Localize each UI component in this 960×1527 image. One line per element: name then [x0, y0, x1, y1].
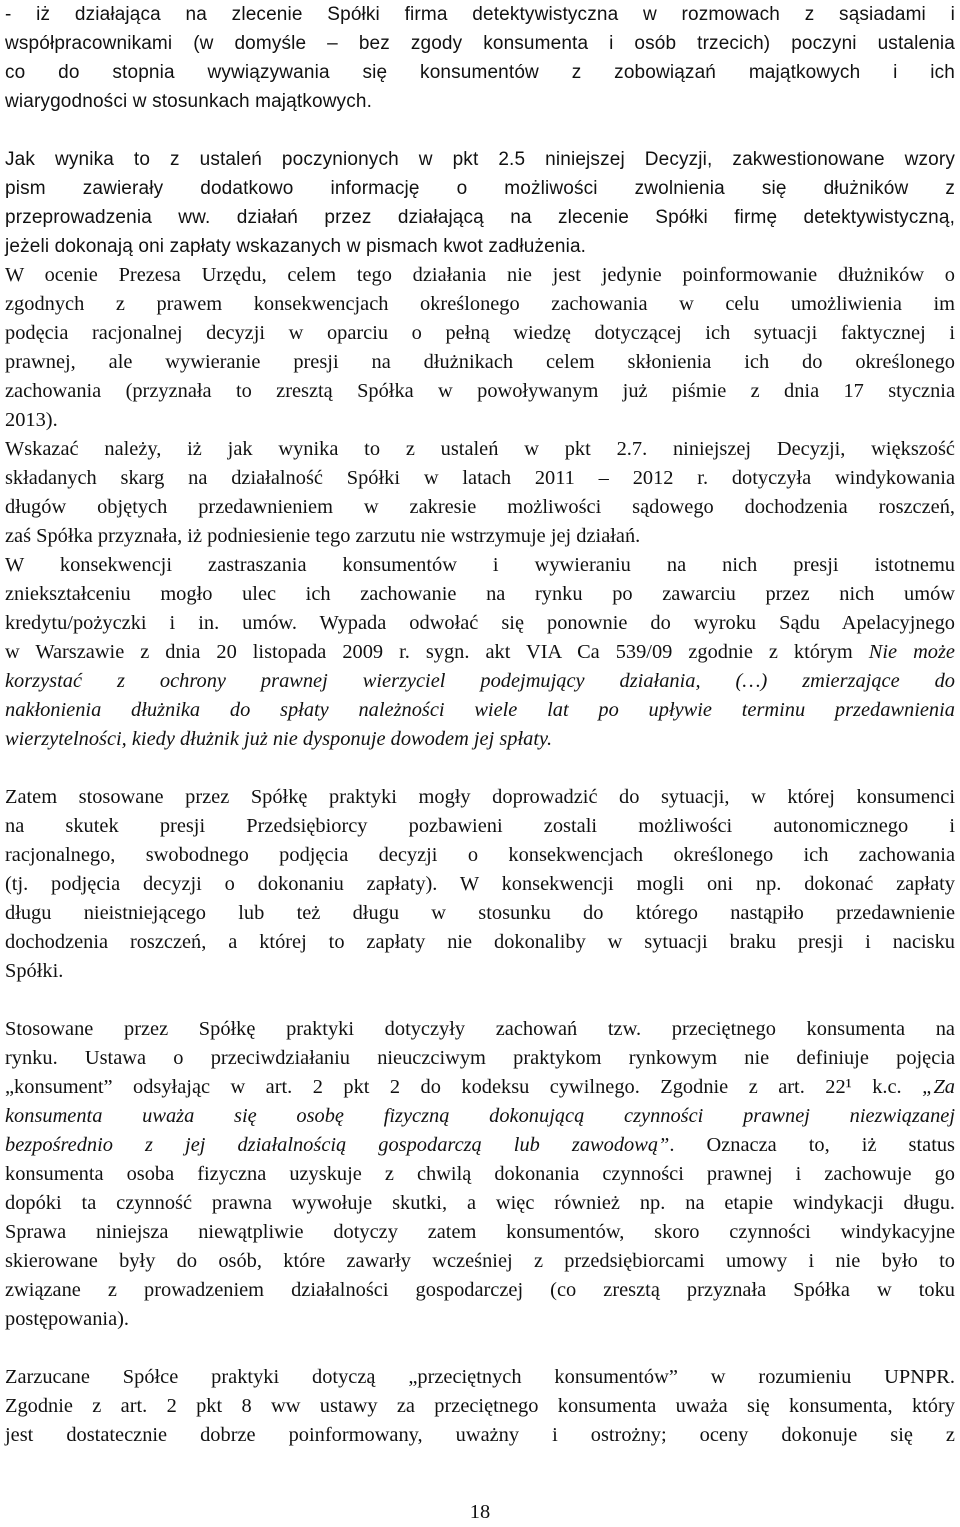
text-line [5, 1131, 955, 1160]
text-line: dopóki ta czynność prawna wywołuje skutki, a więc również np. na etapie windykacji długu. [5, 1192, 955, 1214]
quote-segment: bezpośrednio z jej działalnością gospodarczą lub zawodową” [5, 1134, 670, 1156]
text-line: jest dostatecznie dobrze poinformowany, uważny i ostrożny; oceny dokonuje się z [5, 1424, 955, 1446]
paragraph-consequences [5, 783, 955, 986]
quote-line: nakłonienia dłużnika do spłaty należności wiele lat po upływie terminu przedawnienia [5, 699, 955, 721]
text-line: rynku. Ustawa o przeciwdziałaniu nieuczciwym praktykom rynkowym nie definiuje pojęcia [5, 1047, 955, 1069]
text-line [5, 1073, 955, 1102]
text-line: 2013). [5, 409, 58, 431]
paragraph-gap [5, 754, 955, 783]
text-line: W ocenie Prezesa Urzędu, celem tego działania nie jest jedynie poinformowanie dłużników o [5, 264, 955, 286]
document-page [5, 0, 955, 1450]
text-line: zgodnych z prawem konsekwencjach określonego zachowania w celu umożliwienia im [5, 293, 955, 315]
text-line: jeżeli dokonają oni zapłaty wskazanych w pismach kwot zadłużenia. [5, 236, 587, 257]
paragraph-consumer-definition [5, 1015, 955, 1334]
text-line: Jak wynika to z ustaleń poczynionych w pkt 2.5 niniejszej Decyzji, zakwestionowane wzory [5, 149, 955, 170]
text-line: postępowania). [5, 1308, 130, 1330]
text-line: kredytu/pożyczki i in. umów. Wypada odwołać się ponownie do wyroku Sądu Apelacyjnego [5, 612, 955, 634]
text-line: zaś Spółka przyznała, iż podniesienie tego zarzutu nie wstrzymuje jej działań. [5, 525, 641, 547]
paragraph-letter-templates [5, 145, 955, 261]
text-line: Zgodnie z art. 2 pkt 8 ww ustawy za przeciętnego konsumenta uważa się konsumenta, który [5, 1395, 955, 1417]
text-line: pism zawierały dodatkowo informację o możliwości zwolnienia się dłużników z [5, 178, 955, 199]
text-line: współpracownikami (w domyśle – bez zgody konsumenta i osób trzecich) poczyni ustalenia [5, 33, 955, 54]
text-line: Sprawa niniejsza niewątpliwie dotyczy zatem konsumentów, skoro czynności windykacyjne [5, 1221, 955, 1243]
text-line [5, 638, 955, 667]
paragraph-gap [5, 116, 955, 145]
text-segment: . Oznacza to, iż status [669, 1134, 955, 1156]
text-line: dochodzenia roszczeń, a której to zapłaty nie dokonaliby w sytuacji braku presji i nacisku [5, 931, 955, 953]
text-line: składanych skarg na działalność Spółki w latach 2011 – 2012 r. dotyczyła windykowania [5, 467, 955, 489]
text-line: związane z prowadzeniem działalności gospodarczej (co zresztą przyznała Spółka w toku [5, 1279, 955, 1301]
text-line: na skutek presji Przedsiębiorcy pozbawieni zostali możliwości autonomicznego i [5, 815, 955, 837]
text-line: zachowania (przyznała to zresztą Spółka w powoływanym już piśmie z dnia 17 stycznia [5, 380, 955, 402]
text-line: skierowane były do osób, które zawarły wcześniej z przedsiębiorcami umowy i nie było to [5, 1250, 955, 1272]
text-segment: w Warszawie z dnia 20 listopada 2009 r. sygn. akt VIA Ca 539/09 zgodnie z którym [5, 641, 869, 663]
text-line: wiarygodności w stosunkach majątkowych. [5, 91, 373, 112]
text-line: co do stopnia wywiązywania się konsumentów z zobowiązań majątkowych i ich [5, 62, 955, 83]
paragraph-gap [5, 1334, 955, 1363]
text-line: Spółki. [5, 960, 64, 982]
text-line: Zarzucane Spółce praktyki dotyczą „przeciętnych konsumentów” w rozumieniu UPNPR. [5, 1366, 955, 1388]
text-line: Wskazać należy, iż jak wynika to z ustaleń w pkt 2.7. niniejszej Decyzji, większość [5, 438, 955, 460]
text-line: prawnej, ale wywieranie presji na dłużnikach celem skłonienia ich do określonego [5, 351, 955, 373]
text-line: zniekształceniu mogło ulec ich zachowanie na rynku po zawarciu przez nich umów [5, 583, 955, 605]
text-line: podęcia racjonalnej decyzji w oparciu o pełną wiedzę dotyczącej ich sytuacji faktycznej i [5, 322, 955, 344]
text-line: - iż działająca na zlecenie Spółki firma detektywistyczna w rozmowach z sąsiadami i [5, 4, 955, 25]
text-line: racjonalnego, swobodnego podjęcia decyzji o konsekwencjach określonego ich zachowania [5, 844, 955, 866]
paragraph-detective-firm [5, 0, 955, 116]
text-segment: „konsument” odsyłając w art. 2 pkt 2 do kodeksu cywilnego. Zgodnie z art. 22¹ k.c. [5, 1076, 923, 1098]
paragraph-complaints [5, 435, 955, 551]
quote-line: korzystać z ochrony prawnej wierzyciel podejmujący działania, (…) zmierzające do [5, 670, 955, 692]
text-line: konsumenta osoba fizyczna uzyskuje z chwilą dokonania czynności prawnej i zachowuje go [5, 1163, 955, 1185]
page-number: 18 [469, 1501, 491, 1523]
text-line: Stosowane przez Spółkę praktyki dotyczyły zachowań tzw. przeciętnego konsumenta na [5, 1018, 955, 1040]
text-line: W konsekwencji zastraszania konsumentów i wywieraniu na nich presji istotnemu [5, 554, 955, 576]
quote-line: konsumenta uważa się osobę fizyczną dokonującą czynności prawnej niezwiązanej [5, 1105, 955, 1127]
paragraph-average-consumer [5, 1363, 955, 1450]
quote-segment: „Za [922, 1076, 955, 1098]
paragraph-intimidation [5, 551, 955, 754]
text-line: długów objętych przedawnieniem w zakresie możliwości sądowego dochodzenia roszczeń, [5, 496, 955, 518]
text-line: Zatem stosowane przez Spółkę praktyki mogły doprowadzić do sytuacji, w której konsumenci [5, 786, 955, 808]
quote-line: wierzytelności, kiedy dłużnik już nie dysponuje dowodem jej spłaty. [5, 728, 553, 750]
text-line: (tj. podjęcia decyzji o dokonaniu zapłaty). W konsekwencji mogli oni np. dokonać zapłaty [5, 873, 955, 895]
text-line: przeprowadzenia ww. działań przez działającą na zlecenie Spółki firmę detektywistyczną, [5, 207, 955, 228]
paragraph-gap [5, 986, 955, 1015]
text-line: długu nieistniejącego lub też długu w stosunku do którego nastąpiło przedawnienie [5, 902, 955, 924]
quote-segment: Nie może [868, 641, 955, 663]
paragraph-president-assessment [5, 261, 955, 435]
